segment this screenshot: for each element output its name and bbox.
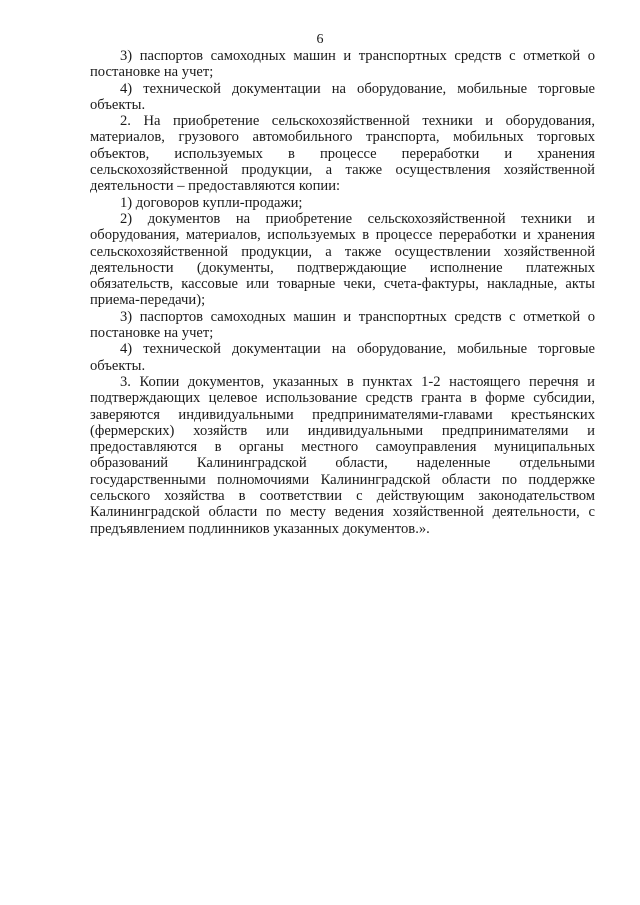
document-body (90, 48, 595, 537)
paragraph-item-4-tech-docs: 4) технической документации на оборудование, мобильные торговые объекты. (90, 80, 595, 113)
paragraph-item-4-tech-docs-repeat: 4) технической документации на оборудование, мобильные торговые объекты. (90, 341, 595, 374)
paragraph-item-3-passports: 3) паспортов самоходных машин и транспортных средств с отметкой о постановке на учет; (90, 48, 595, 81)
paragraph-item-1-contracts: 1) договоров купли-продажи; (120, 194, 303, 211)
paragraph-section-3: 3. Копии документов, указанных в пунктах 1-2 настоящего перечня и подтверждающих целевое использование средств гранта в форме субсидии, заверяются индивидуальными предпринимателями-главами крестьянских (фермерских) хозяйств или индивидуальными предпринимателями и предоставляются в органы местного самоуправления муниципальных образований Калининградской области, наделенные отдельными государственными полномочиями Калининградской области по поддержке сельского хозяйства в соответствии с действующим законодательством Калининградской области по месту ведения хозяйственной деятельности, с предъявлением подлинников указанных документов.». (90, 373, 595, 537)
page-number: 6 (316, 32, 324, 47)
paragraph-item-2-purchase-docs: 2) документов на приобретение сельскохозяйственной техники и оборудования, материалов, используемых в процессе переработки и хранения сельскохозяйственной продукции, а также осуществлении хозяйственной деятельности (документы, подтверждающие исполнение платежных обязательств, кассовые или товарные чеки, счета-фактуры, накладные, акты приема-передачи); (90, 210, 595, 309)
paragraph-item-3-passports-repeat: 3) паспортов самоходных машин и транспортных средств с отметкой о постановке на учет; (90, 308, 595, 342)
paragraph-section-2: 2. На приобретение сельскохозяйственной техники и оборудования, материалов, грузового автомобильного транспорта, мобильных торговых объектов, используемых в процессе переработки и хранения сельскохозяйственной продукции, а также осуществления хозяйственной деятельности – предоставляются копии: (90, 113, 595, 195)
